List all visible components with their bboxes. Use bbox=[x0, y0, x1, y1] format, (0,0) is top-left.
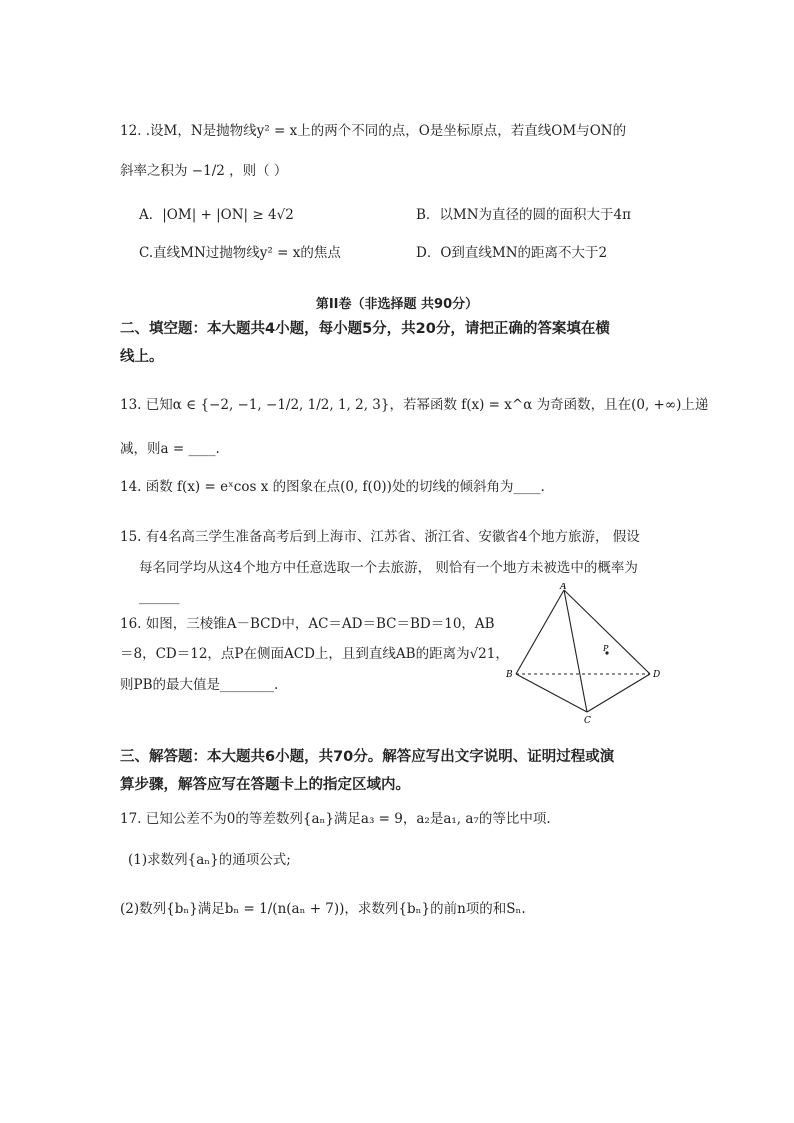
q15-line1: 15. 有4名高三学生准备高考后到上海市、江苏省、浙江省、安徽省4个地方旅游， 假设 bbox=[120, 529, 640, 545]
edge-bc bbox=[516, 674, 587, 712]
edge-ac bbox=[564, 590, 587, 712]
q12-line2: 斜率之积为 −1/2 ，则（ ） bbox=[120, 163, 288, 179]
q15-line3: ______ bbox=[139, 589, 180, 605]
edge-ab bbox=[516, 590, 564, 674]
q12-option-d: D．O到直线MN的距离不大于2 bbox=[416, 245, 608, 261]
q12-option-c: C.直线MN过抛物线y² = x的焦点 bbox=[139, 245, 341, 261]
q17-part2: (2)数列{bₙ}满足bₙ = 1/(n(aₙ + 7))，求数列{bₙ}的前n项的和Sₙ. bbox=[120, 901, 526, 917]
q17-line1: 17. 已知公差不为0的等差数列{aₙ}满足a₃ = 9，a₂是a₁, a₇的等比中项. bbox=[120, 811, 551, 827]
q16-line2: ＝8，CD＝12，点P在侧面ACD上，且到直线AB的距离为√21， bbox=[120, 646, 509, 662]
section2-heading-line1: 二、填空题：本大题共4小题，每小题5分，共20分，请把正确的答案填在横 bbox=[120, 321, 610, 337]
q16-line1: 16. 如图，三棱锥A－BCD中，AC＝AD＝BC＝BD＝10，AB bbox=[120, 616, 495, 632]
q12-option-a: A．|OM| + |ON| ≥ 4√2 bbox=[139, 207, 294, 223]
label-d: D bbox=[653, 670, 661, 680]
section3-heading-line2: 算步骤，解答应写在答题卡上的指定区域内。 bbox=[120, 777, 410, 793]
q16-line3: 则PB的最大值是________. bbox=[120, 677, 279, 693]
q13-line1: 13. 已知α ∈ {−2, −1, −1/2, 1/2, 1, 2, 3}，若幂函数 f(x) = x^α 为奇函数，且在(0, +∞)上递 bbox=[120, 397, 709, 413]
section3-heading-line1: 三、解答题：本大题共6小题，共70分。解答应写出文字说明、证明过程或演 bbox=[120, 749, 615, 765]
q14-line1: 14. 函数 f(x) = eˣcos x 的图象在点(0, f(0))处的切线的倾斜角为____. bbox=[120, 479, 545, 495]
label-b: B bbox=[506, 670, 513, 680]
label-a: A bbox=[560, 583, 567, 592]
label-c: C bbox=[584, 716, 591, 723]
edge-ad bbox=[564, 590, 650, 674]
q12-line1: 12. .设M，N是抛物线y² = x上的两个不同的点，O是坐标原点，若直线OM与ON的 bbox=[120, 123, 627, 139]
edge-cd bbox=[587, 674, 650, 712]
section2-heading-line2: 线上。 bbox=[120, 349, 164, 365]
section2-title: 第II卷（非选择题 共90分） bbox=[315, 297, 479, 312]
q12-option-b: B．以MN为直径的圆的面积大于4π bbox=[416, 207, 632, 223]
q15-line2: 每名同学均从这4个地方中任意选取一个去旅游， 则恰有一个地方未被选中的概率为 bbox=[139, 560, 638, 576]
label-p: P bbox=[603, 644, 609, 653]
tetrahedron-figure bbox=[500, 583, 670, 723]
q17-part1: (1)求数列{aₙ}的通项公式; bbox=[128, 852, 291, 868]
q13-line2: 减，则a = ____. bbox=[120, 441, 220, 457]
